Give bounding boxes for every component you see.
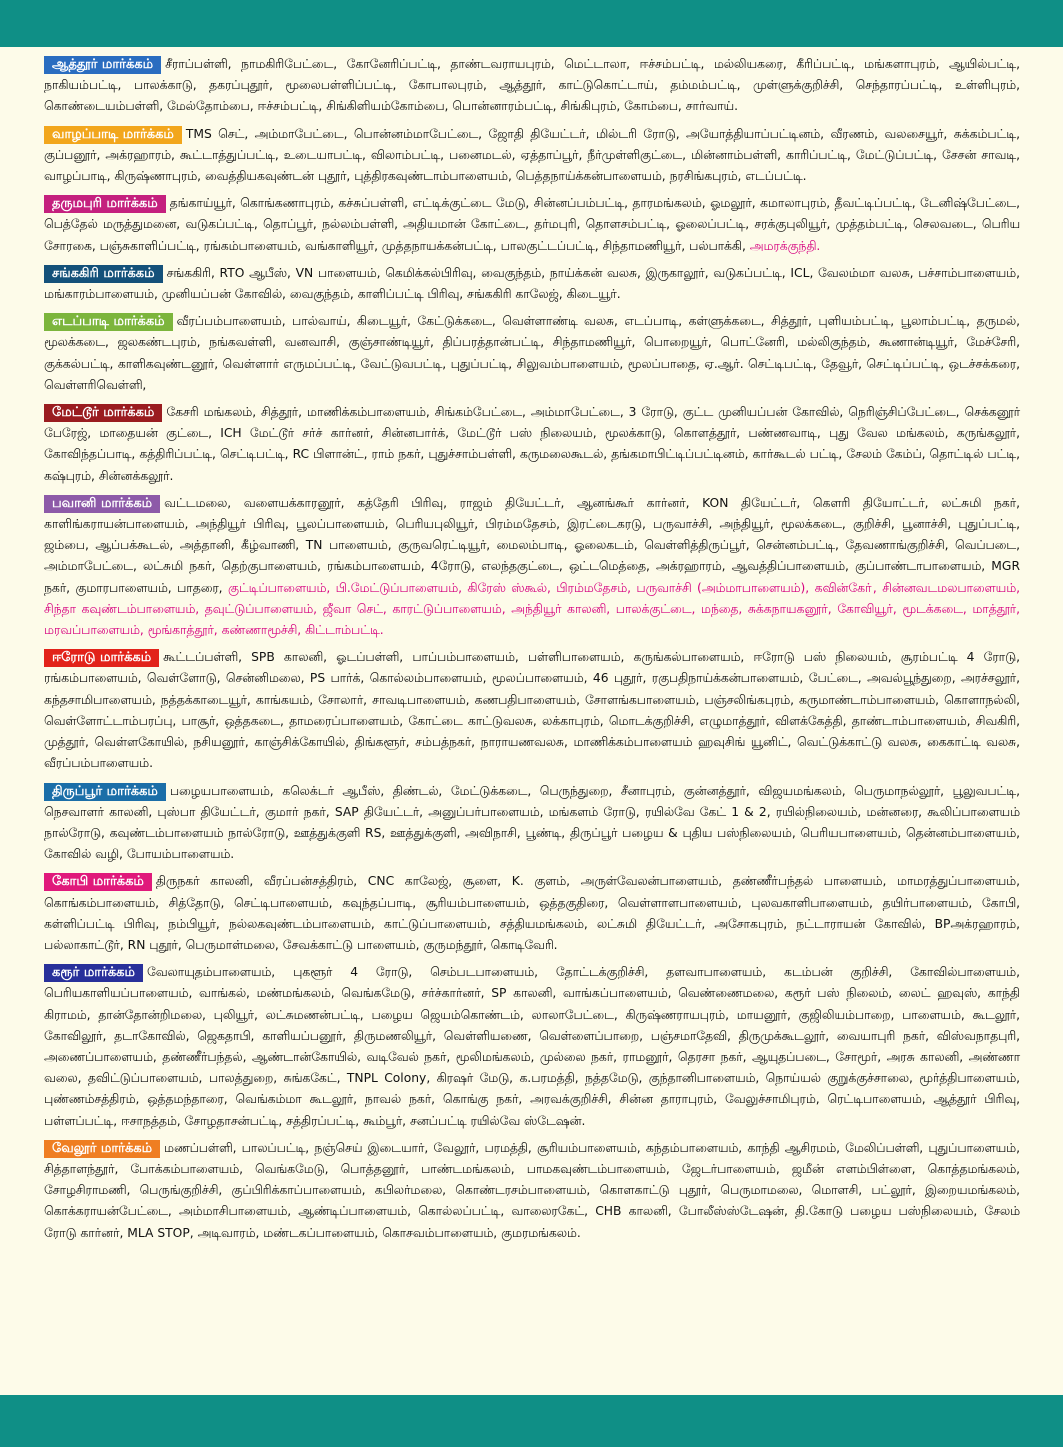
route-section-karur bbox=[44, 962, 1020, 1132]
route-section-vazhapadi bbox=[44, 124, 1020, 188]
route-label: வேலூர் மார்க்கம் bbox=[44, 1140, 160, 1158]
route-label: திருப்பூர் மார்க்கம் bbox=[44, 783, 166, 801]
route-label: சங்ககிரி மார்க்கம் bbox=[44, 265, 163, 283]
bottom-band bbox=[0, 1395, 1063, 1447]
route-label: கரூர் மார்க்கம் bbox=[44, 964, 143, 982]
route-section-dharmapuri bbox=[44, 193, 1020, 257]
route-section-mettur bbox=[44, 402, 1020, 487]
route-places: வீரப்பம்பாளையம், பால்வாய், கிடையூர், கேட்டுக்கடை, வெள்ளாண்டி வலசு, எடப்பாடி, கள்ளுக்கடை, சித்தூர், புளியம்பட்டி, பூலாம்பட்டி, தருமல், மூலக்கடை, ஜலகண்டபுரம், நங்கவள்ளி, வனவாசி, குஞ்சாண்டியூர், திப்பரத்தான்பட்டி, சிந்தாமணியூர், பொறையூர், பொட்னேரி, மல்லிகுந்தம், கூணான்டியூர், மேச்சேரி, குக்கல்பட்டி, காளிகவுண்டனூர், வெள்ளார் எருமப்பட்டி, வேட்டுவபட்டி, புதுப்பட்டி, சிலுவம்பாளையம், மூலப்பாதை, ஏ.ஆர். செட்டிபட்டி, தேவூர், செட்டிப்பட்டி, ஒடச்சக்கரை, வெள்ளரிவெள்ளி, bbox=[44, 314, 1020, 392]
route-label: தருமபுரி மார்க்கம் bbox=[44, 195, 166, 213]
route-places: வேலாயுதம்பாளையம், புகளூர் 4 ரோடு, செம்படபாளையம், தோட்டக்குறிச்சி, தளவாபாளையம், கடம்பன் குறிச்சி, கோவில்பாளையம், பெரியகாளியப்பாளையம், வாங்கல், மண்மங்கலம், வெங்கமேடு, சர்ச்கார்னர், SP காலனி, வாங்கப்பாளையம், வெண்ணைமலை, கரூர் பஸ் நிலைம், லைட் ஹவுஸ், காந்தி கிராமம், தான்தோன்றிமலை, புலியூர், லட்சுமணன்பட்டி, பழைய ஜெயம்கொண்டம், லாலாபேட்டை, கிருஷ்ணராயபுரம், மாயனூர், குஜிலியம்பாறை, பாளையம், கூடலூர், கோவிலூர், தடாகோவில், ஜெகதாபி, காளியப்பனூர், திருமணலியூர், வெள்ளியணை, வெள்ளைப்பாறை, பஞ்சமாதேவி, திருமுக்கூடலூர், வையாபுரி நகர், விஸ்வநாதபுரி, அணைப்பாளையம், தண்ணீர்பந்தல், ஆண்டான்கோயில், வடிவேல் நகர், மூலிமங்கலம், முல்லை நகர், ராமனூர், தெரசா நகர், ஆயுதப்படை, சோமூர், அரசு காலனி, அண்ணா வலை, தவிட்டுப்பாளையம், பாலத்துறை, சுங்ககேட், TNPL Colony, கிரஷர் மேடு, க.பரமத்தி, நத்தமேடு, குந்தானிபாளையம், நொய்யல் குறுக்குச்சாலை, மூர்த்திபாளையம், புண்ணம்சத்திரம், ஒத்தமந்தாரை, வெங்கம்மா கூடலூர், நாவல் நகர், கொங்கு நகர், அரவக்குறிச்சி, சின்ன தாராபுரம், வேலுச்சாமிபுரம், ரெட்டிபாளையம், ஆத்தூர் பிரிவு, பள்ளப்பட்டி, ஈசாநத்தம், சோழதாசன்பட்டி, சத்திரப்பட்டி, கூம்பூர், சனப்பட்டி ரயில்வே ஸ்டேஷன். bbox=[44, 965, 1020, 1128]
route-places: சங்ககிரி, RTO ஆபீஸ், VN பாளையம், கெமிக்கல்பிரிவு, வைகுந்தம், நாய்க்கன் வலசு, இருகாலூர், வடுகப்பட்டி, ICL, வேலம்மா வலசு, பச்சாம்பாளையம், மங்காரம்பாளையம், முனியப்பன் கோவில், வைகுந்தம், காளிப்பட்டி பிரிவு, சங்ககிரி காலேஜ், கிடையூர். bbox=[44, 265, 1020, 302]
route-list bbox=[44, 54, 1020, 1244]
route-places: வட்டமலை, வளையக்காரனூர், கத்தேரி பிரிவு, ராஜம் தியேட்டர், ஆனங்கூர் கார்னர், KON தியேட்டர், கௌரி தியோட்டர், லட்சுமி நகர், காளிங்கராயன்பாளையம், அந்தியூர் பிரிவு, பூலப்பாளையம், பெரியபுலியூர், பிரம்மதேசம், இரட்டைகரடு, பருவாச்சி, அந்தியூர், மூலக்கடை, குறிச்சி, பூனாச்சி, புதுப்பட்டி, ஜம்பை, ஆப்பக்கூடல், அத்தானி, கீழ்வாணி, TN பாளையம், குருவரெட்டியூர், மைலம்பாடி, ஓலைகடம், வெள்ளித்திருப்பூர், சென்னம்பட்டி, தேவணாங்குறிச்சி, வெப்படை, அம்மாபேட்டை, லட்சுமி நகர், தெற்குபாளையம், ரங்கம்பாளையம், 4ரோடு, எலந்தகுட்டை, ஒட்டமெத்தை, அக்ரஹாரம், ஆவத்திப்பாளையம், குப்பாண்டாபாளையம், MGR நகர், குமாரபாளையம், பாதரை, bbox=[44, 495, 1020, 595]
route-label: மேட்டூர் மார்க்கம் bbox=[44, 404, 162, 422]
route-places: கூட்டப்பள்ளி, SPB காலனி, ஓடப்பள்ளி, பாப்பம்பாளையம், பள்ளிபாளையம், கருங்கல்பாளையம், ஈரோடு பஸ் நிலையம், சூரம்பட்டி 4 ரோடு, ரங்கம்பாளையம், வெள்ளோடு, சென்னிமலை, PS பார்க், கொல்லம்பாளையம், மூலப்பாளையம், 46 புதூர், ரகுபதிநாய்க்கன்பாளையம், பேட்டை, அவல்பூந்துறை, அரச்சலூர், கந்தசாமிபாளையம், நத்தக்காடையூர், காங்கயம், சோலார், சாவடிபாளையம், கணபதிபாளையம், சோளங்கபாளையம், பஞ்சலிங்கபுரம், கருமாண்டாம்பாளையம், கொளாநல்லி, வெள்ளோட்டாம்பரப்பு, பாசூர், ஒத்தகடை, தாமரைப்பாளையம், கோட்டை காட்டுவலசு, லக்காபுரம், மொடக்குறிச்சி, எழுமாத்தூர், விளக்கேத்தி, தாண்டாம்பாளையம், சிவகிரி, முத்தூர், வெள்ளகோயில், நசியனூர், காஞ்சிக்கோயில், திங்களூர், சம்பத்நகர், நாராயணவலசு, மாணிக்கம்பாளையம் ஹவுசிங் யூனிட், வெட்டுக்காட்டு வலசு, கைகாட்டி வலசு, வீரப்பம்பாளையம். bbox=[44, 650, 1020, 771]
route-places-highlighted: அமரக்குந்தி. bbox=[745, 238, 821, 253]
route-label: பவானி மார்க்கம் bbox=[44, 495, 160, 513]
route-places-highlighted: குட்டிப்பாளையம், பி.மேட்டுப்பாளையம், கிரேஸ் ஸ்கூல், பிரம்மதேசம், பருவாச்சி (அம்மாபாளையம்), கவின்கோ், சின்னவடமலபாளையம், சிந்தா கவுண்டம்பாளையம், தவுட்டுப்பாளையம், ஜீவா செட், காரட்டுப்பாளையம், அந்தியூர் காலனி, பாலக்குட்டை, மந்தை, சுக்கநாயகனூர், கோவியூர், மூடக்கடை, மாத்தூர், மரவப்பாளையம், மூங்காத்தூர், கண்ணாமூச்சி, கிட்டாம்பட்டி. bbox=[44, 580, 1020, 638]
route-places: தங்காய்யூர், கொங்கணாபுரம், கச்சுப்பள்ளி, எட்டிக்குட்டை மேடு, சின்னப்பம்பட்டி, தாரமங்கலம், ஓமலூர், கமாலாபுரம், தீவட்டிப்பட்டி, டேனிஷ்பேட்டை, பெத்தேல் மருத்துமனை, வடுகப்பட்டி, தொப்பூர், நல்லம்பள்ளி, அதியமான் கோட்டை, தர்மபுரி, தொளசம்பட்டி, ஓலைப்பட்டி, சரக்குபுலியூர், முத்தம்பட்டி, செலவடை, பெரிய சோரகை, பஞ்சுகாளிப்பட்டி, ரங்கம்பாளையம், வங்காளியூர், முத்தநாயக்கன்பட்டி, பாலகுட்டப்பட்டி, சிந்தாமணியூர், பல்பாக்கி, bbox=[44, 196, 1020, 253]
route-places: TMS செட், அம்மாபேட்டை, பொன்னம்மாபேட்டை, ஜோதி தியேட்டர், மில்டரி ரோடு, அயோத்தியாப்பட்டினம், வீரணம், வலசையூர், சுக்கம்பட்டி, குப்பனூர், அக்ரஹாரம், கூட்டாத்துப்பட்டி, உடையாபட்டி, விலாம்பட்டி, பனைமடல், ஏத்தாப்பூர், நீர்முள்ளிகுட்டை, மின்னாம்பள்ளி, காரிப்பட்டி, மேட்டுப்பட்டி, சேசன் சாவடி, வாழப்பாடி, கிருஷ்ணாபுரம், வைத்தியகவுண்டன் புதூர், புத்திரகவுண்டாம்பாளையம், பெத்தநாய்க்கன்பாளையம், நரசிங்கபுரம், எடப்பட்டி. bbox=[44, 126, 1020, 184]
route-places: மணப்பள்ளி, பாலப்பட்டி, நஞ்செய் இடையார், வேலூர், பரமத்தி, சூரியம்பாளையம், கந்தம்பாளையம், காந்தி ஆசிரமம், மேலிப்பள்ளி, புதுப்பாளையம், சித்தாளந்தூர், போக்கம்பாளையம், வெங்கமேடு, பொத்தனூர், பாண்டமங்கலம், பாமகவுண்டம்பாளையம், ஜேடர்பாளையம், ஜமீன் எளம்பிள்ளை, கொத்தமங்கலம், சோழசிராமணி, பெருங்குறிச்சி, குப்பிரிக்காப்பாளையம், கபிலர்மலை, கொண்டரசம்பாளையம், கொளகாட்டு புதூர், பெருமாமலை, மொளசி, பட்லூர், இறையமங்கலம், கொக்கராயன்பேட்டை, அம்மாசிபாளையம், ஆண்டிப்பாளையம், கொல்லப்பட்டி, வாலைரகேட், CHB காலனி, போலீஸ்ஸ்டேஷன், தி.கோடு பழைய பஸ்நிலையம், சேலம் ரோடு கார்னர், MLA STOP, அடிவாரம், மண்டகப்பாளையம், கொசவம்பாளையம், குமரமங்கலம். bbox=[44, 1140, 1020, 1240]
route-section-edappadi bbox=[44, 311, 1020, 396]
route-label: வாழப்பாடி மார்க்கம் bbox=[44, 126, 182, 144]
route-section-erode bbox=[44, 647, 1020, 774]
route-places: சீராப்பள்ளி, நாமகிரிபேட்டை, கோனேரிப்பட்டி, தாண்டவராயபுரம், மெட்டாலா, ஈச்சம்பட்டி, மல்லியகரை, கீரிப்பட்டி, மங்களாபுரம், ஆயில்பட்டி, நாகியம்பட்டி, பாலக்காடு, தகரப்புதூர், மூலைபள்ளிப்பட்டி, கோபாலபுரம், ஆத்தூர், காட்டுகொட்டாய், தம்மம்பட்டி, முள்ளுக்குறிச்சி, செந்தாரப்பட்டி, உள்ளிபுரம், கொண்டையம்பள்ளி, மேல்தோம்பை, ஈச்சம்பட்டி, சிங்கிளியம்கோம்பை, பொன்னாரம்பட்டி, சிங்கிபுரம், கோம்பை, சார்வாய். bbox=[44, 57, 1020, 114]
route-section-velur bbox=[44, 1138, 1020, 1244]
route-label: கோபி மார்க்கம் bbox=[44, 873, 152, 891]
route-section-sankagiri bbox=[44, 263, 1020, 305]
route-section-bhavani bbox=[44, 493, 1020, 641]
route-label: எடப்பாடி மார்க்கம் bbox=[44, 313, 173, 331]
route-places: திருநகர் காலனி, வீரப்பன்சத்திரம், CNC காலேஜ், சூளை, K. குளம், அருள்வேலன்பாளையம், தண்ணீர்பந்தல் பாளையம், மாமரத்துப்பாளையம், கொங்கம்பாளையம், சித்தோடு, செட்டிபாளையம், கவுந்தப்பாடி, சூரியம்பாளையம், ஒத்தகுதிரை, வெள்ளாளபாளையம், புலவகாளிபாளையம், தயிர்பாளையம், கோபி, கள்ளிப்பட்டி பிரிவு, நம்பியூர், நல்லகவுண்டம்பாளையம், காட்டுப்பாளையம், சத்தியமங்கலம், லட்சுமி தியேட்டர், அசோகபுரம், நட்டாராயன் கோவில், BPஅக்ரஹாரம், பல்லாகாட்டூர், RN புதூர், பெருமாள்மலை, சேவக்காட்டு பாளையம், குருமந்தூர், கொடிவேரி. bbox=[44, 874, 1020, 952]
route-section-gobi bbox=[44, 871, 1020, 956]
route-places: பழையபாளையம், கலெக்டர் ஆபீஸ், திண்டல், மேட்டுக்கடை, பெருந்துறை, சீனாபுரம், குன்னத்தூர், விஜயமங்கலம், பெருமாநல்லூர், பூலுவபட்டி, நெசவாளர் காலனி, புஸ்பா தியேட்டர், குமார் நகர், SAP தியேட்டர், அனுப்பர்பாளையம், மங்களம் ரோடு, ரயில்வே கேட் 1 & 2, ரயில்நிலையம், மன்னரை, கூலிப்பாளையம் நால்ரோடு, கவுண்டம்பாளையம் நால்ரோடு, ஊத்துக்குளி RS, ஊத்துக்குளி, அவிநாசி, பூண்டி, திருப்பூர் பழைய & புதிய பஸ்நிலையம், பெரியபாளையம், தென்னம்பாளையம், கோவில் வழி, போயம்பாளையம். bbox=[44, 783, 1020, 862]
route-label: ஆத்தூர் மார்க்கம் bbox=[44, 56, 161, 74]
top-band bbox=[0, 0, 1063, 47]
route-section-tiruppur bbox=[44, 781, 1020, 866]
route-label: ஈரோடு மார்க்கம் bbox=[44, 649, 159, 667]
route-section-aathur bbox=[44, 54, 1020, 118]
route-places: கேசரி மங்கலம், சித்தூர், மாணிக்கம்பாளையம், சிங்கம்பேட்டை, அம்மாபேட்டை, 3 ரோடு, குட்ட முனியப்பன் கோவில், நெரிஞ்சிப்பேட்டை, செக்கனூர் பேரேஜ், மாதையன் குட்டை, ICH மேட்டூர் சர்ச் கார்னர், சின்னபார்க், மேட்டூர் பஸ் நிலையம், மூலக்காடு, கொளத்தூர், பண்ணவாடி, புது வேல மங்கலம், கருங்கலூர், கோவிந்தப்பாடி, கத்திரிப்பட்டி, செட்டிபட்டி, RC பிளான்ட், ராம் நகர், புதுச்சாம்பள்ளி, கருமலைகூடல், தங்கமாபிட்டிப்பட்டினம், கார்கூடல் பட்டி, சேலம் கேம்ப், தொட்டில் பட்டி, கஷ்புரம், சின்னக்கலூர். bbox=[44, 405, 1020, 483]
